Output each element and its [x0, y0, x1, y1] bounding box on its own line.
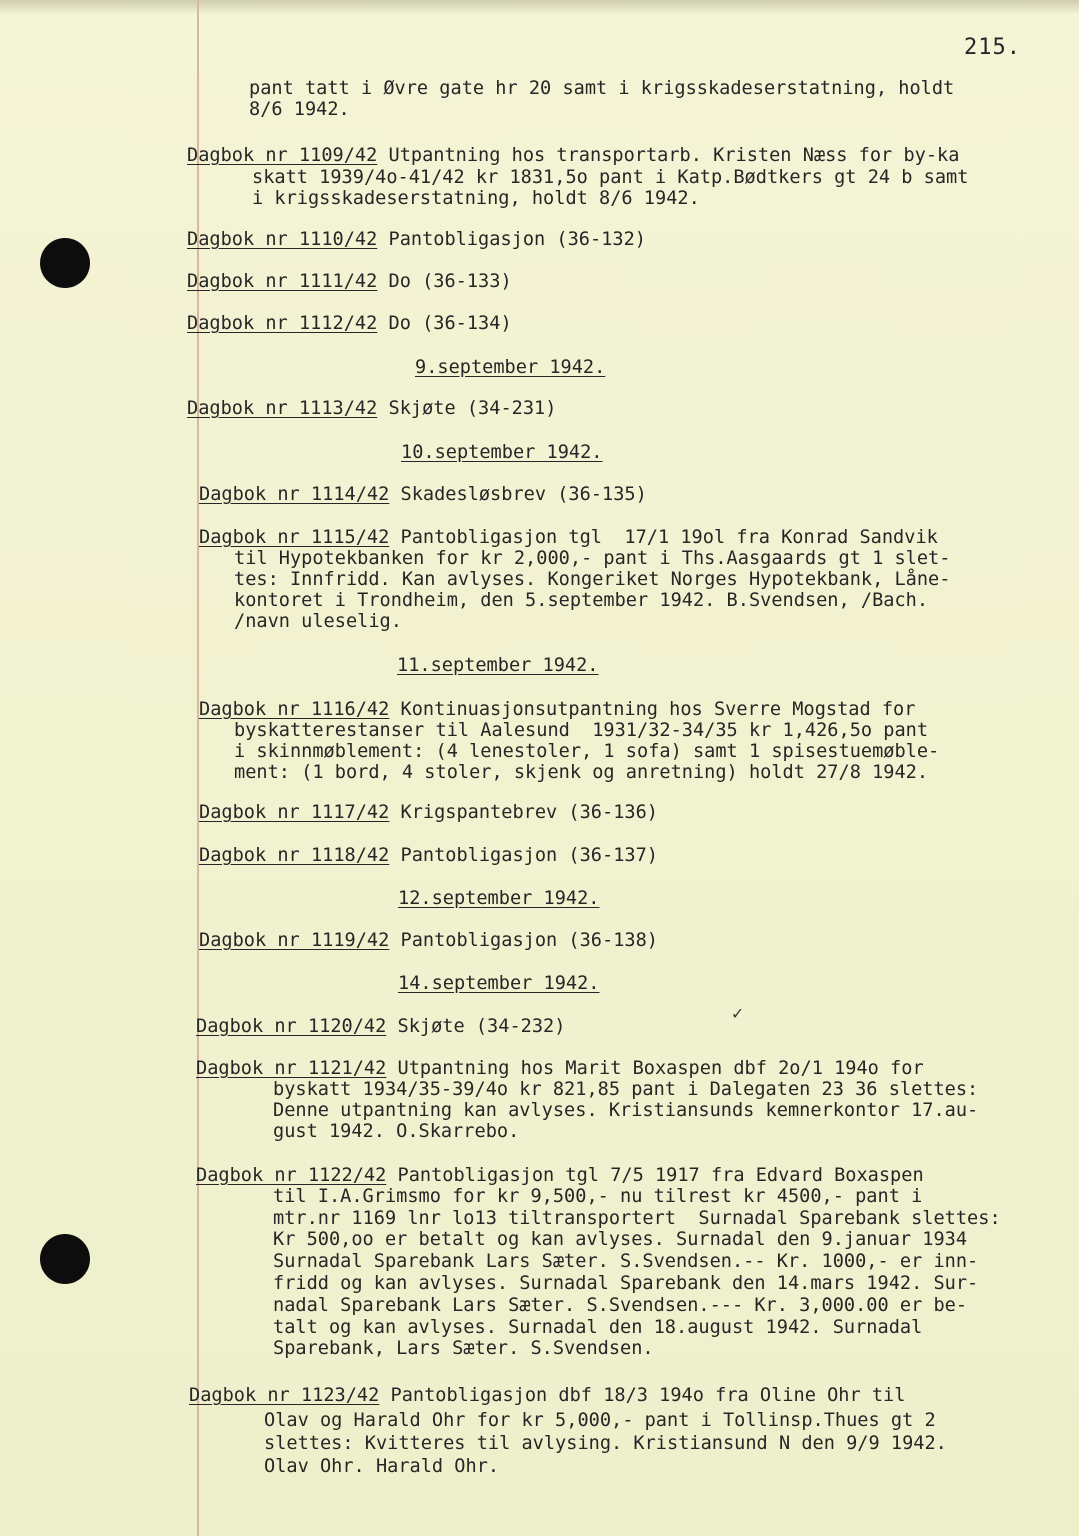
entry-line	[189, 1385, 905, 1406]
text-line: til Hypotekbanken for kr 2,000,- pant i Ths.Aasgaards gt 1 slet-	[234, 548, 951, 569]
text-line: ment: (1 bord, 4 stoler, skjenk og anretning) holdt 27/8 1942.	[234, 762, 929, 783]
entry-heading: Dagbok nr 1111/42	[187, 271, 378, 292]
entry-1117	[199, 802, 658, 823]
text-line: byskatterestanser til Aalesund 1931/32-34/35 kr 1,426,5o pant	[234, 720, 929, 741]
entry-1113	[187, 398, 556, 419]
text-line: mtr.nr 1169 lnr lo13 tiltransportert Surnadal Sparebank slettes:	[273, 1208, 1001, 1229]
entry-text: Skjøte (34-232)	[386, 1016, 566, 1037]
entry-1112	[187, 313, 512, 334]
entry-heading: Dagbok nr 1117/42	[199, 802, 390, 823]
text-line: kontoret i Trondheim, den 5.september 1942. B.Svendsen, /Bach.	[234, 590, 929, 611]
punch-hole	[40, 238, 90, 288]
text-line: byskatt 1934/35-39/4o kr 821,85 pant i Dalegaten 23 36 slettes:	[273, 1079, 979, 1100]
entry-line	[196, 1165, 924, 1186]
entry-text: Krigspantebrev (36-136)	[389, 802, 658, 823]
text-line: pant tatt i Øvre gate hr 20 samt i krigsskadeserstatning, holdt	[249, 78, 955, 99]
text-line: Olav og Harald Ohr for kr 5,000,- pant i Tollinsp.Thues gt 2	[264, 1410, 936, 1431]
entry-heading: Dagbok nr 1112/42	[187, 313, 378, 334]
entry-text: Do (36-133)	[377, 271, 512, 292]
entry-1111	[187, 271, 512, 292]
text-line: skatt 1939/4o-41/42 kr 1831,5o pant i Katp.Bødtkers gt 24 b samt	[252, 167, 969, 188]
text-line: Denne utpantning kan avlyses. Kristiansunds kemnerkontor 17.au-	[273, 1100, 979, 1121]
text-line: 8/6 1942.	[249, 99, 350, 120]
entry-heading: Dagbok nr 1109/42	[187, 145, 378, 166]
entry-text: Skadesløsbrev (36-135)	[389, 484, 647, 505]
entry-text: Utpantning hos transportarb. Kristen Næss for by-ka	[377, 145, 960, 166]
entry-text: Pantobligasjon tgl 17/1 19ol fra Konrad Sandvik	[389, 527, 938, 548]
entry-line	[196, 1058, 924, 1079]
entry-line	[199, 527, 938, 548]
page-number: 215.	[964, 35, 1021, 60]
text-line: til I.A.Grimsmo for kr 9,500,- nu tilrest kr 4500,- pant i	[273, 1186, 923, 1207]
entry-heading: Dagbok nr 1116/42	[199, 699, 390, 720]
entry-text: Skjøte (34-231)	[377, 398, 557, 419]
text-line: i skinnmøblement: (4 lenestoler, 1 sofa) samt 1 spisestuemøble-	[234, 741, 940, 762]
entry-1110	[187, 229, 646, 250]
entry-text: Pantobligasjon dbf 18/3 194o fra Oline Ohr til	[379, 1385, 906, 1406]
entry-text: Utpantning hos Marit Boxaspen dbf 2o/1 194o for	[386, 1058, 924, 1079]
text-line: slettes: Kvitteres til avlysing. Kristiansund N den 9/9 1942.	[264, 1433, 947, 1454]
text-line: Sparebank, Lars Sæter. S.Svendsen.	[273, 1338, 654, 1359]
text-line: i krigsskadeserstatning, holdt 8/6 1942.	[252, 188, 700, 209]
text-line: fridd og kan avlyses. Surnadal Sparebank den 14.mars 1942. Sur-	[273, 1273, 979, 1294]
entry-heading: Dagbok nr 1113/42	[187, 398, 378, 419]
date-heading: 12.september 1942.	[398, 888, 600, 909]
text-line: talt og kan avlyses. Surnadal den 18.august 1942. Surnadal	[273, 1317, 923, 1338]
text-line: Olav Ohr. Harald Ohr.	[264, 1456, 500, 1477]
text-line: Kr 500,oo er betalt og kan avlyses. Surnadal den 9.januar 1934	[273, 1229, 968, 1250]
check-mark: ✓	[732, 1003, 743, 1024]
entry-text: Pantobligasjon tgl 7/5 1917 fra Edvard Boxaspen	[386, 1165, 924, 1186]
entry-heading: Dagbok nr 1119/42	[199, 930, 390, 951]
entry-text: Do (36-134)	[377, 313, 512, 334]
date-heading: 14.september 1942.	[398, 973, 600, 994]
entry-heading: Dagbok nr 1120/42	[196, 1016, 387, 1037]
text-line: tes: Innfridd. Kan avlyses. Kongeriket Norges Hypotekbank, Låne-	[234, 569, 951, 590]
text-line: gust 1942. O.Skarrebo.	[273, 1121, 520, 1142]
text-line: nadal Sparebank Lars Sæter. S.Svendsen.--- Kr. 3,000.00 er be-	[273, 1295, 968, 1316]
entry-heading: Dagbok nr 1114/42	[199, 484, 390, 505]
date-heading: 10.september 1942.	[401, 442, 603, 463]
text-line: /navn uleselig.	[234, 611, 402, 632]
entry-text: Pantobligasjon (36-138)	[389, 930, 658, 951]
entry-1118	[199, 845, 658, 866]
entry-heading: Dagbok nr 1118/42	[199, 845, 390, 866]
entry-text: Kontinuasjonsutpantning hos Sverre Mogstad for	[389, 699, 916, 720]
entry-1120	[196, 1016, 565, 1037]
entry-1119	[199, 930, 658, 951]
entry-heading: Dagbok nr 1110/42	[187, 229, 378, 250]
entry-line	[199, 699, 915, 720]
entry-heading: Dagbok nr 1123/42	[189, 1385, 380, 1406]
entry-heading: Dagbok nr 1115/42	[199, 527, 390, 548]
entry-text: Pantobligasjon (36-132)	[377, 229, 646, 250]
entry-text: Pantobligasjon (36-137)	[389, 845, 658, 866]
text-line: Surnadal Sparebank Lars Sæter. S.Svendsen.-- Kr. 1000,- er inn-	[273, 1251, 979, 1272]
entry-1114	[199, 484, 647, 505]
punch-hole	[40, 1234, 90, 1284]
entry-line	[187, 145, 959, 166]
date-heading: 11.september 1942.	[397, 655, 599, 676]
date-heading: 9.september 1942.	[415, 357, 606, 378]
entry-heading: Dagbok nr 1122/42	[196, 1165, 387, 1186]
scan-edge	[0, 0, 1079, 14]
entry-heading: Dagbok nr 1121/42	[196, 1058, 387, 1079]
